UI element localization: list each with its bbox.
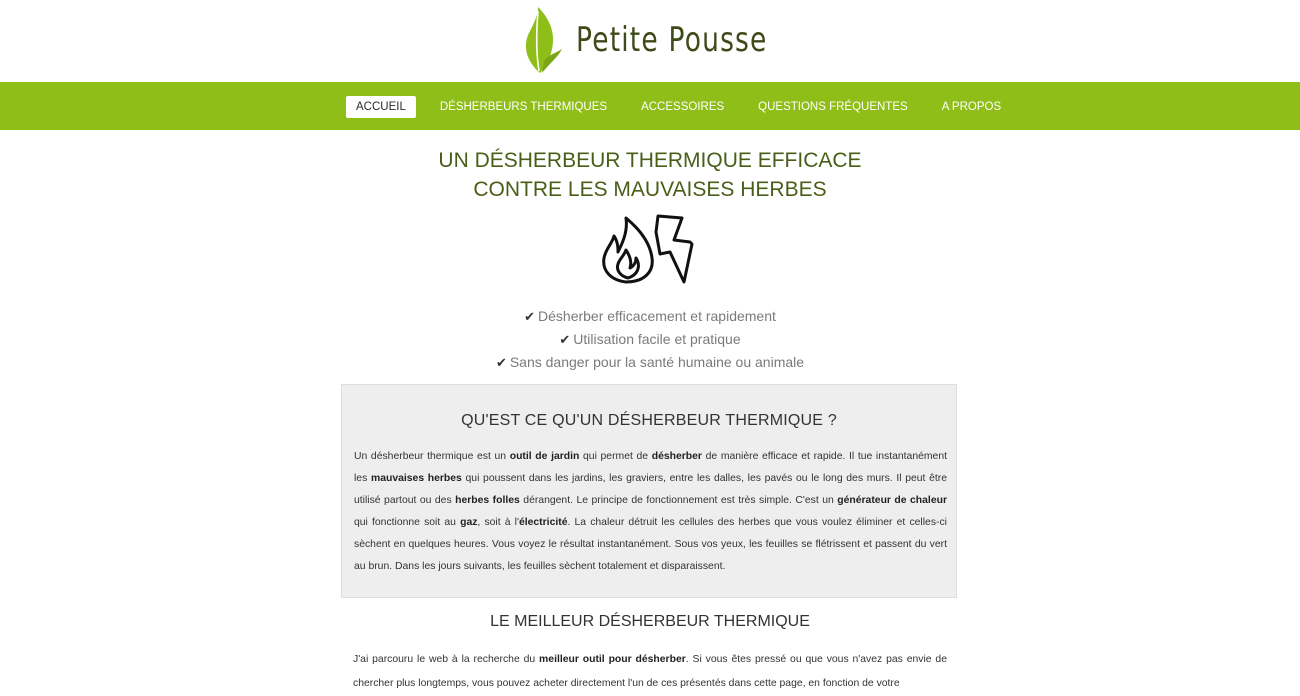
bold-text: gaz [460,517,478,528]
hero-title-line-1: UN DÉSHERBEUR THERMIQUE EFFICACE [438,149,862,172]
text-run: de manière efficace et rapide. Il tue instantanément les [354,451,947,484]
benefit-item [0,305,1300,328]
hero-title-line-2: CONTRE LES MAUVAISES HERBES [473,178,827,201]
benefit-item [0,328,1300,351]
hero-icons [598,212,702,286]
benefit-text: Utilisation facile et pratique [573,331,741,347]
hero-title [0,146,1300,204]
info-box [341,384,957,598]
check-icon: ✔ [495,355,507,370]
text-run: . Si vous êtes pressé ou que vous n'avez pas envie de chercher plus longtemps, vous pouvez acheter directement l'un de ces présentés dans cette page, en fonction de votre [353,654,947,689]
leaf-icon [520,5,564,75]
lightning-icon [656,216,692,282]
bold-text: électricité [518,517,568,528]
bold-text: meilleur outil pour désherber [539,654,686,665]
text-run: dérangent. Le principe de fonctionnement est très simple. C'est un [519,495,838,506]
nav-item-accessoires[interactable]: ACCESSOIRES [641,101,725,113]
flame-icon [604,218,653,282]
benefit-text: Désherber efficacement et rapidement [538,308,776,324]
nav-menu [346,96,1025,118]
nav-item-a-propos[interactable]: A PROPOS [941,101,1002,113]
nav-item-desherbeurs-thermiques[interactable]: DÉSHERBEURS THERMIQUES [439,101,608,113]
text-run: qui poussent dans les jardins, les graviers, entre les dalles, les pavés ou le long des murs. Il peut être utilisé partout ou des [354,473,947,506]
text-run: . La chaleur détruit les cellules des herbes que vous voulez éliminer et celles-ci sèchent en quelques heures. Vous voyez le résultat instantanément. Sous vos yeux, les feuilles se flétrissent et passent du vert au brun. Dans les jours suivants, les feuilles sèchent totalement et disparaissent. [354,517,947,572]
logo-wordmark [576,20,768,60]
section-text [353,648,947,696]
main-navbar [0,82,1300,130]
info-box-text [354,446,947,578]
text-run: J'ai parcouru le web à la recherche du [353,654,540,665]
logo-word-1: Petite [576,20,659,60]
bold-text: outil de jardin [509,451,580,462]
site-logo[interactable] [520,5,822,75]
nav-item-questions-frequentes[interactable]: QUESTIONS FRÉQUENTES [758,101,908,113]
benefits-list [0,305,1300,374]
bold-text: générateur de chaleur [837,495,947,506]
section-title: LE MEILLEUR DÉSHERBEUR THERMIQUE [490,613,810,630]
text-run: qui permet de [579,451,652,462]
check-icon: ✔ [524,309,536,324]
logo-word-2: Pousse [668,20,768,60]
benefit-item [0,351,1300,374]
nav-item-accueil[interactable]: ACCUEIL [346,96,416,118]
site-header [0,0,1300,82]
check-icon: ✔ [559,332,571,347]
text-run: , soit à l' [477,517,519,528]
text-run: Un désherbeur thermique est un [354,451,510,462]
text-run: qui fonctionne soit au [354,517,461,528]
bold-text: mauvaises herbes [370,473,462,484]
benefit-text: Sans danger pour la santé humaine ou animale [509,354,805,370]
info-box-title: QU'EST CE QU'UN DÉSHERBEUR THERMIQUE ? [461,412,837,429]
bold-text: herbes folles [455,495,520,506]
bold-text: désherber [651,451,702,462]
